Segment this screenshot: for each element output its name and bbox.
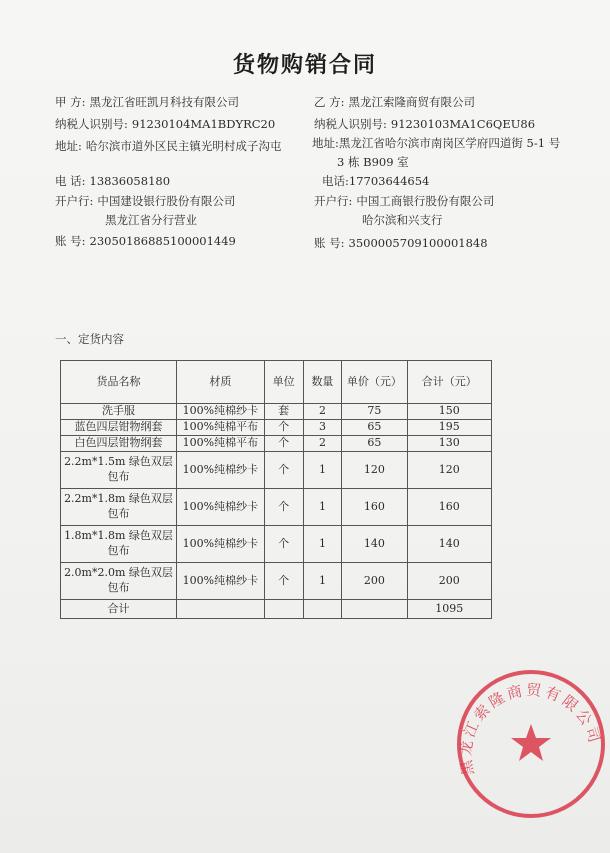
sum-empty-cell [177, 600, 265, 619]
party-b-name-label: 乙 方: [314, 95, 345, 109]
cell-material: 100%纯棉纱卡 [177, 489, 265, 526]
cell-price: 200 [342, 563, 407, 600]
cell-unit: 个 [264, 452, 303, 489]
party-a-address-label: 地址: [55, 139, 82, 153]
cell-price: 160 [342, 489, 407, 526]
section-title: 一、定货内容 [55, 332, 124, 346]
party-b-name: 黑龙江索隆商贸有限公司 [348, 95, 476, 109]
header-price: 单价（元） [342, 361, 407, 404]
cell-total: 140 [407, 526, 492, 563]
cell-name: 2.2m*1.5m 绿色双层包布 [61, 452, 177, 489]
table-row [61, 563, 492, 600]
cell-qty: 1 [303, 452, 342, 489]
cell-name: 蓝色四层钳物纲套 [61, 420, 177, 436]
cell-unit: 个 [264, 526, 303, 563]
document-title: 货物购销合同 [232, 52, 377, 78]
cell-material: 100%纯棉平布 [177, 420, 265, 436]
party-a-account-line [55, 233, 236, 249]
party-a-name-line [55, 94, 239, 110]
party-b-address-label: 地址: [312, 136, 339, 150]
cell-price: 120 [342, 452, 407, 489]
party-a-bank-branch: 黑龙江省分行营业 [105, 213, 197, 227]
table-row [61, 526, 492, 563]
party-b-address-line [312, 135, 560, 151]
cell-name: 1.8m*1.8m 绿色双层包布 [61, 526, 177, 563]
cell-unit: 个 [264, 563, 303, 600]
party-a-phone: 13836058180 [89, 174, 171, 188]
company-seal [446, 654, 610, 834]
cell-name: 白色四层钳物纲套 [61, 436, 177, 452]
party-b-name-line [314, 94, 475, 110]
party-a-bank: 中国建设银行股份有限公司 [97, 194, 236, 208]
cell-total: 150 [407, 404, 492, 420]
cell-name: 洗手服 [61, 404, 177, 420]
party-b-tax-line [314, 116, 535, 132]
sum-empty-cell [264, 600, 303, 619]
party-a-account-label: 账 号: [55, 234, 86, 248]
party-a-tax-label: 纳税人识别号: [55, 117, 128, 131]
party-b-bank-label: 开户行: [314, 194, 353, 208]
goods-table [60, 360, 492, 619]
header-material: 材质 [177, 361, 265, 404]
seal-star-icon [511, 724, 551, 761]
table-row [61, 404, 492, 420]
party-b-phone-line [322, 173, 429, 189]
cell-price: 140 [342, 526, 407, 563]
cell-qty: 1 [303, 489, 342, 526]
party-a-name-label: 甲 方: [55, 95, 86, 109]
cell-total: 200 [407, 563, 492, 600]
party-a-account: 23050186885100001449 [89, 234, 236, 248]
cell-total: 195 [407, 420, 492, 436]
cell-material: 100%纯棉纱卡 [177, 452, 265, 489]
cell-unit: 个 [264, 489, 303, 526]
cell-material: 100%纯棉纱卡 [177, 563, 265, 600]
sum-label: 合计 [61, 600, 177, 619]
header-qty: 数量 [303, 361, 342, 404]
sum-empty-cell [303, 600, 342, 619]
party-a-name: 黑龙江省旺凯月科技有限公司 [89, 95, 240, 109]
header-unit: 单位 [264, 361, 303, 404]
cell-qty: 1 [303, 563, 342, 600]
cell-price: 65 [342, 436, 407, 452]
seal-text-path: 黑龙江索隆商贸有限公司 [456, 680, 605, 777]
party-b-tax-id: 91230103MA1C6QEU86 [390, 117, 536, 131]
party-b-tax-label: 纳税人识别号: [314, 117, 387, 131]
cell-total: 160 [407, 489, 492, 526]
cell-qty: 2 [303, 404, 342, 420]
cell-unit: 套 [264, 404, 303, 420]
table-row [61, 420, 492, 436]
party-a-phone-line [55, 173, 170, 189]
cell-qty: 1 [303, 526, 342, 563]
cell-material: 100%纯棉纱卡 [177, 526, 265, 563]
party-b-address-room: 3 栋 B909 室 [337, 155, 409, 169]
table-row [61, 489, 492, 526]
cell-unit: 个 [264, 436, 303, 452]
table-header-row [61, 361, 492, 404]
party-a-phone-label: 电 话: [55, 174, 86, 188]
party-b-phone: 17703644654 [348, 174, 430, 188]
cell-price: 75 [342, 404, 407, 420]
table-row [61, 436, 492, 452]
party-b-account-line [314, 235, 488, 251]
party-b-bank-branch: 哈尔滨和兴支行 [362, 213, 443, 227]
party-b-phone-label: 电话: [322, 174, 349, 188]
cell-material: 100%纯棉纱卡 [177, 404, 265, 420]
party-b-address: 黑龙江省哈尔滨市南岗区学府四道街 5-1 号 [338, 136, 561, 150]
party-a-tax-line [55, 116, 275, 132]
party-b-account: 3500005709100001848 [348, 236, 488, 250]
sum-total: 1095 [407, 600, 492, 619]
party-b-bank: 中国工商银行股份有限公司 [356, 194, 495, 208]
party-b-account-label: 账 号: [314, 236, 345, 250]
cell-price: 65 [342, 420, 407, 436]
cell-unit: 个 [264, 420, 303, 436]
cell-qty: 3 [303, 420, 342, 436]
party-a-address-line [55, 138, 281, 154]
cell-total: 120 [407, 452, 492, 489]
party-a-address: 哈尔滨市道外区民主镇光明村成子沟屯 [85, 139, 282, 153]
cell-qty: 2 [303, 436, 342, 452]
header-name: 货品名称 [61, 361, 177, 404]
cell-name: 2.0m*2.0m 绿色双层包布 [61, 563, 177, 600]
table-sum-row [61, 600, 492, 619]
header-total: 合计（元） [407, 361, 492, 404]
cell-material: 100%纯棉平布 [177, 436, 265, 452]
cell-total: 130 [407, 436, 492, 452]
sum-empty-cell [342, 600, 407, 619]
table-row [61, 452, 492, 489]
cell-name: 2.2m*1.8m 绿色双层包布 [61, 489, 177, 526]
party-b-bank-line [314, 193, 494, 209]
party-a-bank-label: 开户行: [55, 194, 94, 208]
party-a-tax-id: 91230104MA1BDYRC20 [131, 117, 276, 131]
party-a-bank-line [55, 193, 235, 209]
